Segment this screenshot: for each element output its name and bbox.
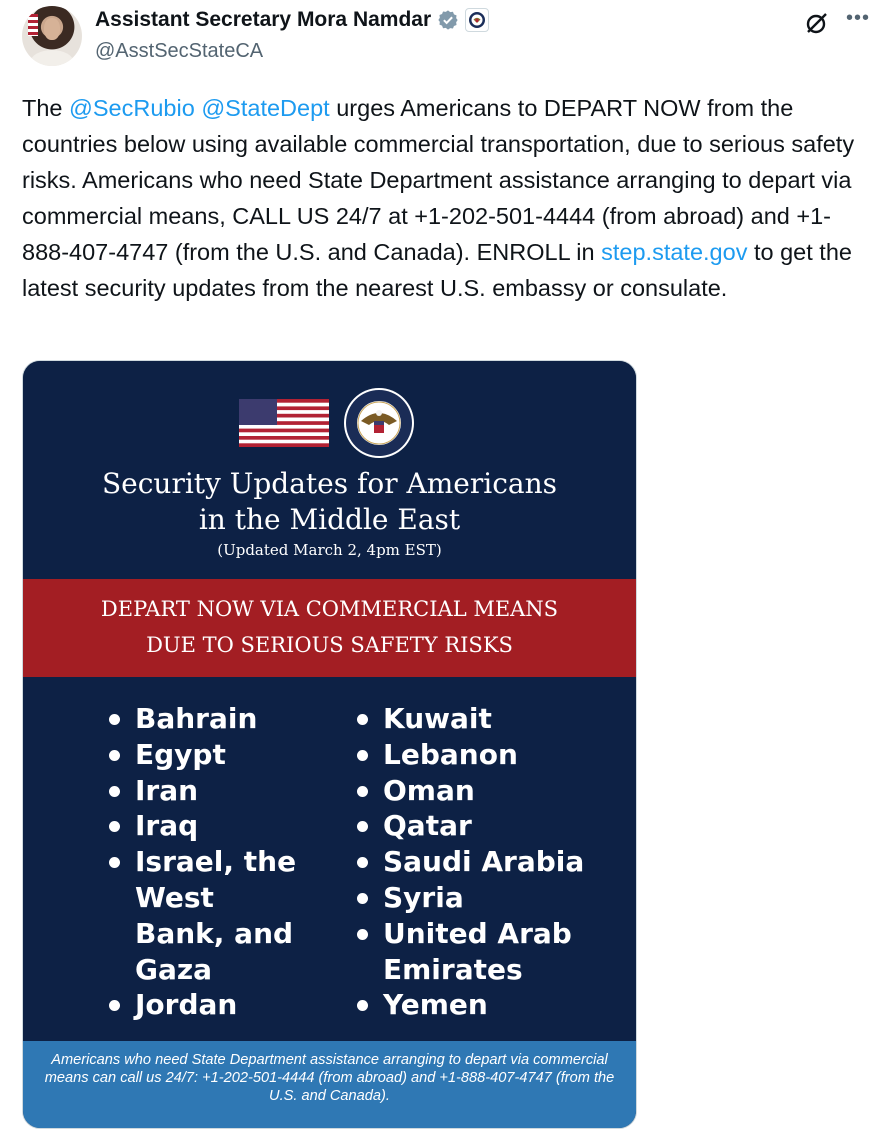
country-item: Israel, the West Bank, and Gaza (107, 844, 307, 987)
author-handle[interactable]: @AsstSecStateCA (95, 40, 264, 62)
country-item: Oman (355, 773, 615, 809)
banner-line2: DUE TO SERIOUS SAFETY RISKS (146, 633, 513, 657)
state-department-seal-icon[interactable] (465, 8, 489, 32)
media-image-card[interactable] (22, 360, 637, 1129)
mention-secrubio[interactable]: @SecRubio (69, 95, 195, 121)
card-title-line1: Security Updates for Americans (102, 467, 557, 500)
country-item: Yemen (355, 987, 615, 1023)
author-name-row (95, 6, 489, 34)
tweet-text-part3: to get the latest security updates from the nearest U.S. embassy or consulate. (22, 239, 852, 301)
department-of-state-seal-icon (343, 387, 415, 459)
country-item: Egypt (107, 737, 307, 773)
more-options-icon[interactable]: ••• (846, 7, 871, 29)
avatar-flag-decoration (28, 14, 38, 36)
mention-statedept[interactable]: @StateDept (201, 95, 330, 121)
tweet-text (22, 90, 872, 306)
card-updated-date: (Updated March 2, 4pm EST) (217, 541, 442, 559)
us-flag-icon (239, 399, 329, 447)
country-list-right (355, 701, 615, 1023)
avatar-face (44, 18, 60, 40)
country-item: Jordan (107, 987, 307, 1023)
country-item: Saudi Arabia (355, 844, 615, 880)
author-name[interactable]: Assistant Secretary Mora Namdar (95, 8, 432, 31)
depart-now-banner (23, 579, 636, 677)
card-footer-contact-info: Americans who need State Department assistance arranging to depart via commercial means can call us 24/7: +1-202-501-4444 (from abroad) and +1-888-407-4747 (from the U.S. and Canada). (23, 1041, 636, 1128)
tweet-text-part2: urges Americans to DEPART NOW from the countries below using available commercial transportation, due to serious safety risks. Americans who need State Department assistance arranging to depart via commercial means, CALL US 24/7 at +1-202-501-4444 (from abroad) and +1-888-407-4747 (from the U.S. and Canada). ENROLL in (22, 95, 855, 265)
tweet-text-part1: The (22, 95, 70, 121)
card-title-line2: in the Middle East (198, 503, 461, 536)
country-item: Bahrain (107, 701, 307, 737)
country-item: Iraq (107, 808, 307, 844)
banner-line1: DEPART NOW VIA COMMERCIAL MEANS (100, 597, 559, 621)
author-avatar[interactable] (22, 6, 82, 66)
country-list-left (107, 701, 307, 1023)
country-item: Qatar (355, 808, 615, 844)
country-item: Syria (355, 880, 615, 916)
country-item: Kuwait (355, 701, 615, 737)
country-item: Lebanon (355, 737, 615, 773)
country-item: United Arab Emirates (355, 916, 615, 988)
country-item: Iran (107, 773, 307, 809)
avatar-shoulders (30, 50, 74, 66)
link-step-state-gov[interactable]: step.state.gov (601, 239, 748, 265)
verified-badge-icon[interactable] (437, 9, 459, 31)
grok-icon[interactable] (804, 10, 830, 36)
